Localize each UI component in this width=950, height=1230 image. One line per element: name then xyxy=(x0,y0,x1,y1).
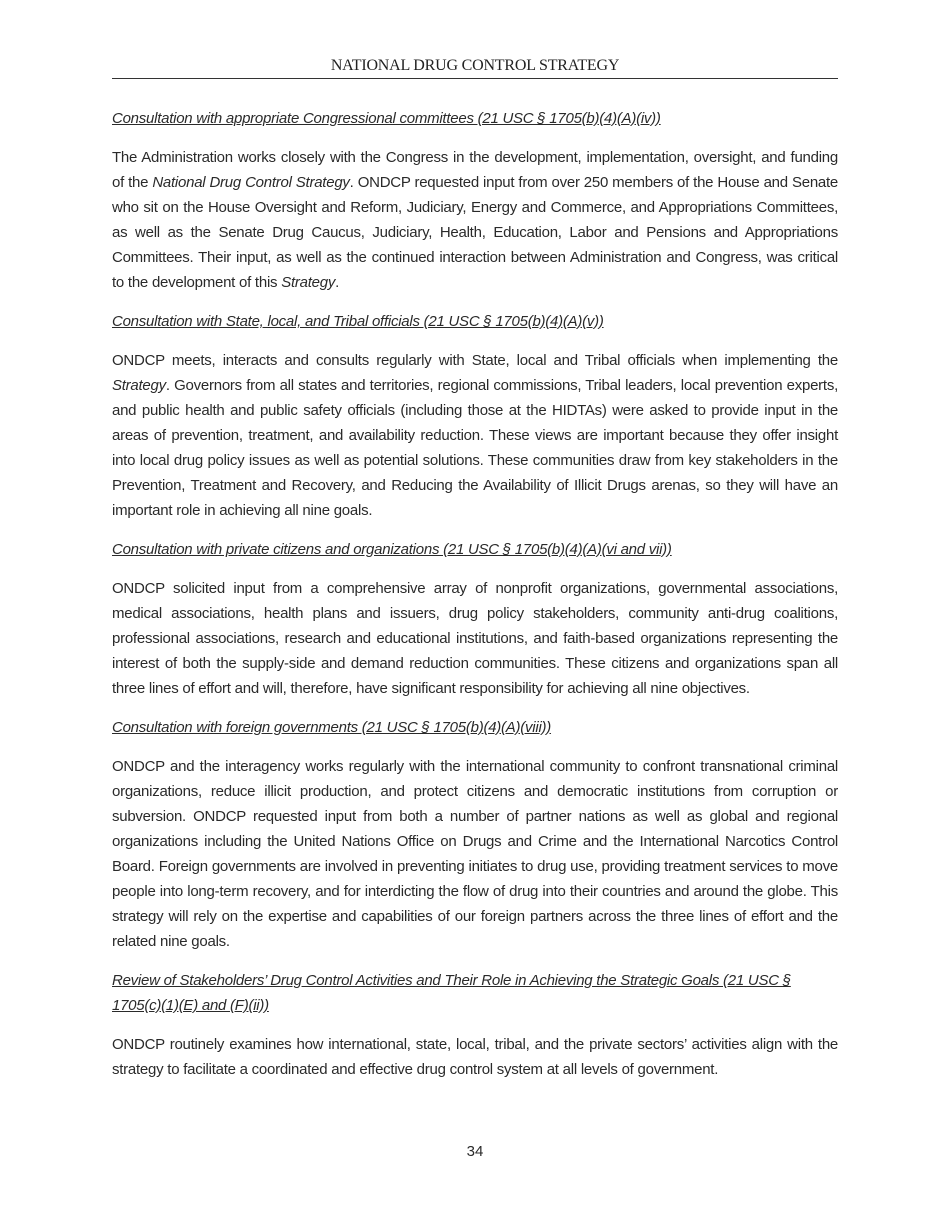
paragraph-text: ONDCP routinely examines how international, state, local, tribal, and the private sectors’ activities align with the strategy to facilitate a coordinated and effective drug control system at all levels of government. xyxy=(112,1036,838,1078)
section-heading: Consultation with State, local, and Tribal officials (21 USC § 1705(b)(4)(A)(v)) xyxy=(112,313,604,330)
italic-text: Strategy xyxy=(281,274,336,291)
italic-text: Strategy xyxy=(112,377,166,394)
section-heading: Consultation with private citizens and organizations (21 USC § 1705(b)(4)(A)(vi and vii)) xyxy=(112,541,672,558)
paragraph-text: . ONDCP requested input from over 250 members of the House and Senate who sit on the House Oversight and Reform, Judiciary, Energy and Commerce, and Appropriations Committees, as well as the Senate Drug Caucus, Judiciary, Health, Education, Labor and Pensions and Appropriations Committees. Their input, as well as the continued interaction between Administration and Congress, was critical to the development of this xyxy=(112,174,839,291)
header-rule xyxy=(112,78,838,79)
paragraph-text: ONDCP and the interagency works regularly with the international community to confront transnational criminal organizations, reduce illicit production, and protect citizens and democratic institutions from corruption or subversion. ONDCP requested input from both a number of partner nations as well as global and regional organizations including the United Nations Office on Drugs and Crime and the International Narcotics Control Board. Foreign governments are involved in preventing initiates to drug use, providing treatment services to move people into long-term recovery, and for interdicting the flow of drug into their countries and around the globe. This strategy will rely on the expertise and capabilities of our foreign partners across the three lines of effort and the related nine goals. xyxy=(112,758,838,950)
section-paragraph xyxy=(112,145,838,295)
section-paragraph xyxy=(112,348,838,523)
section-paragraph xyxy=(112,754,838,954)
section-paragraph xyxy=(112,1032,838,1082)
italic-text: National Drug Control Strategy xyxy=(152,174,350,191)
paragraph-text: The Administration works closely with the Congress in the development, implementation, oversight, and funding of the xyxy=(112,149,838,191)
running-header: NATIONAL DRUG CONTROL STRATEGY xyxy=(330,57,620,74)
section-paragraph xyxy=(112,576,838,701)
paragraph-text: ONDCP solicited input from a comprehensive array of nonprofit organizations, governmental associations, medical associations, health plans and issuers, drug policy stakeholders, community anti-drug coalitions, professional associations, research and educational institutions, and faith-based organizations representing the interest of both the supply-side and demand reduction communities. These citizens and organizations span all three lines of effort and will, therefore, have significant responsibility for achieving all nine objectives. xyxy=(112,580,838,697)
paragraph-text: . Governors from all states and territories, regional commissions, Tribal leaders, local prevention experts, and public health and public safety officials (including those at the HIDTAs) were asked to provide input in the areas of prevention, treatment, and availability reduction. These views are important because they offer insight into local drug policy issues as well as potential solutions. These communities draw from key stakeholders in the Prevention, Treatment and Recovery, and Reducing the Availability of Illicit Drugs arenas, so they will have an important role in achieving all nine goals. xyxy=(112,377,838,519)
section-heading: Review of Stakeholders’ Drug Control Activities and Their Role in Achieving the Strategic Goals (21 USC § 1705(c)(1)(E) and (F)(ii)) xyxy=(112,972,791,1014)
paragraph-text: ONDCP meets, interacts and consults regularly with State, local and Tribal officials when implementing the xyxy=(112,352,838,369)
paragraph-text: . xyxy=(335,274,339,291)
document-body xyxy=(112,106,838,1096)
section-heading: Consultation with appropriate Congressional committees (21 USC § 1705(b)(4)(A)(iv)) xyxy=(112,110,661,127)
page-number: 34 xyxy=(466,1143,484,1160)
section-heading: Consultation with foreign governments (21 USC § 1705(b)(4)(A)(viii)) xyxy=(112,719,552,736)
